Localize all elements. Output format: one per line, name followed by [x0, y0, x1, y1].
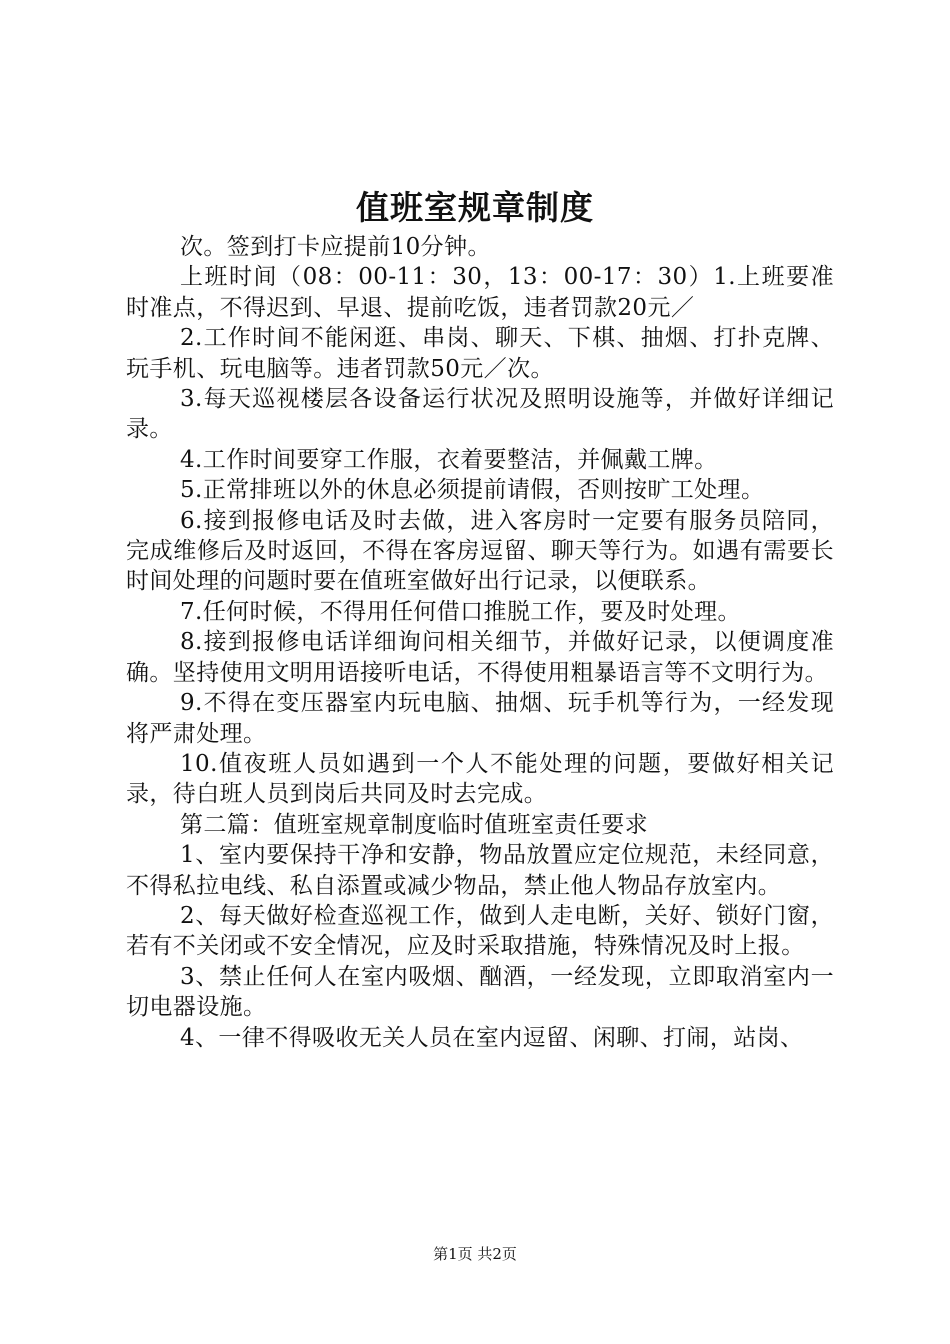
document-title: 值班室规章制度	[356, 188, 594, 227]
document-body	[126, 232, 834, 1053]
paragraph: 5.正常排班以外的休息必须提前请假，否则按旷工处理。	[180, 477, 765, 504]
paragraph: 3.每天巡视楼层各设备运行状况及照明设施等，并做好详细记录。	[126, 386, 834, 443]
paragraph: 4.工作时间要穿工作服，衣着要整洁，并佩戴工牌。	[180, 446, 718, 473]
paragraph: 上班时间（08：00-11：30，13：00-17：30）1.上班要准时准点，不得迟到、早退、提前吃饭，违者罚款20元／	[126, 264, 834, 321]
paragraph: 4、一律不得吸收无关人员在室内逗留、闲聊、打闹，站岗、	[180, 1024, 804, 1051]
section-heading: 第二篇：值班室规章制度临时值班室责任要求	[180, 811, 648, 838]
paragraph: 次。签到打卡应提前10分钟。	[180, 234, 491, 260]
paragraph: 6.接到报修电话及时去做，进入客房时一定要有服务员陪同，完成维修后及时返回，不得在客房逗留、聊天等行为。如遇有需要长时间处理的问题时要在值班室做好出行记录，以便联系。	[126, 507, 834, 595]
paragraph: 8.接到报修电话详细询问相关细节，并做好记录，以便调度准确。坚持使用文明用语接听电话，不得使用粗暴语言等不文明行为。	[126, 629, 834, 686]
paragraph: 7.任何时候，不得用任何借口推脱工作，要及时处理。	[180, 598, 741, 625]
paragraph: 10.值夜班人员如遇到一个人不能处理的问题，要做好相关记录，待白班人员到岗后共同及时去完成。	[126, 750, 834, 808]
paragraph: 2、每天做好检查巡视工作，做到人走电断，关好、锁好门窗，若有不关闭或不安全情况，应及时采取措施，特殊情况及时上报。	[126, 902, 834, 960]
paragraph: 9.不得在变压器室内玩电脑、抽烟、玩手机等行为，一经发现将严肃处理。	[126, 690, 834, 747]
page-footer: 第1页 共2页	[433, 1245, 517, 1263]
paragraph: 1、室内要保持干净和安静，物品放置应定位规范，未经同意，不得私拉电线、私自添置或减少物品，禁止他人物品存放室内。	[126, 842, 834, 899]
paragraph: 3、禁止任何人在室内吸烟、酗酒，一经发现，立即取消室内一切电器设施。	[126, 963, 834, 1021]
paragraph: 2.工作时间不能闲逛、串岗、聊天、下棋、抽烟、打扑克牌、玩手机、玩电脑等。违者罚款50元／次。	[126, 325, 834, 382]
